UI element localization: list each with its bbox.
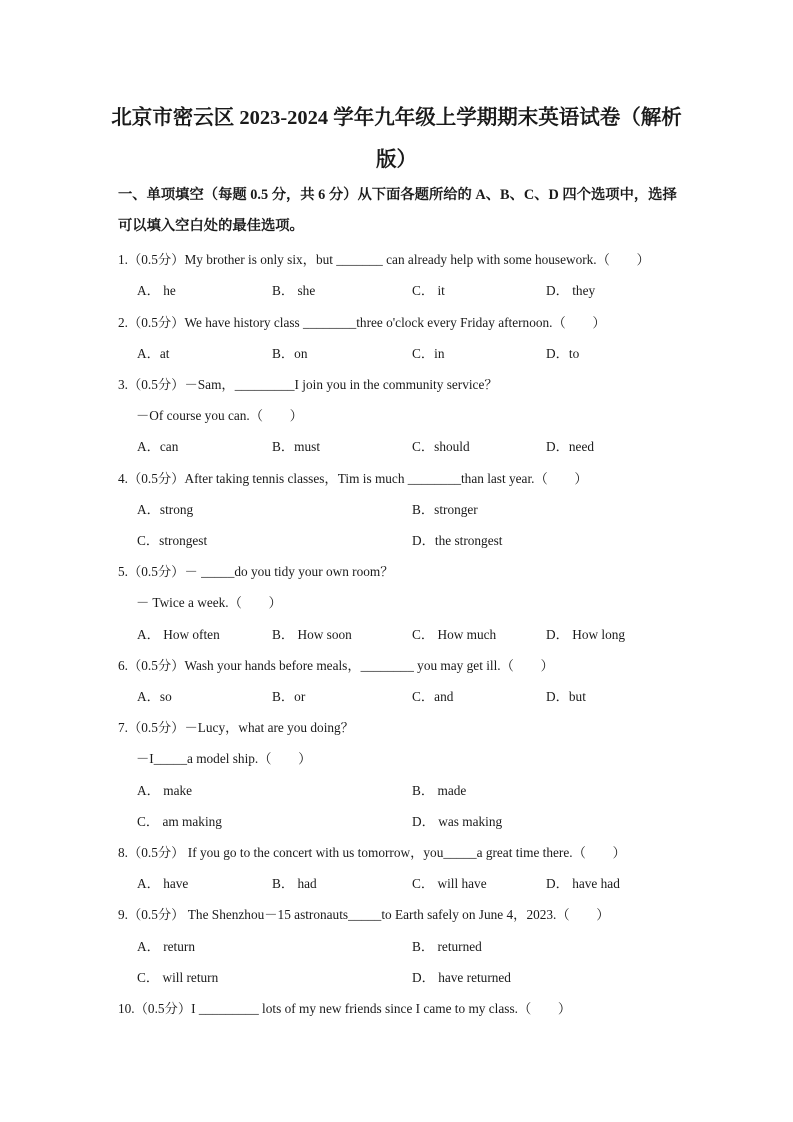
question-7-option-d[interactable]: D． was making (412, 814, 503, 829)
section-line-1: 一、单项填空（每题 0.5 分，共 6 分）从下面各题所给的 A、B、C、D 四个选项中，选择 (118, 187, 677, 203)
question-8-option-b[interactable]: B． had (272, 876, 317, 891)
question-6-stem: 6.（0.5分）Wash your hands before meals，________ you may get ill.（ ） (118, 658, 554, 673)
question-8-option-d[interactable]: D． have had (546, 876, 620, 891)
question-5-option-d[interactable]: D． How long (546, 627, 626, 642)
question-6-option-b[interactable]: B．or (272, 689, 306, 704)
question-3-option-c[interactable]: C．should (412, 439, 470, 454)
question-5-option-a[interactable]: A． How often (137, 627, 220, 642)
question-1-stem: 1.（0.5分）My brother is only six，but _______ can already help with some housework.（ ） (118, 252, 650, 267)
question-3-option-a[interactable]: A．can (137, 439, 179, 454)
question-5-stem: 5.（0.5分）－ _____do you tidy your own room？ (118, 564, 394, 579)
question-8-option-c[interactable]: C． will have (412, 876, 487, 891)
question-9-option-a[interactable]: A． return (137, 939, 195, 954)
question-7-dialog: －I_____a model ship.（ ） (136, 751, 312, 766)
question-3-stem: 3.（0.5分）－Sam，_________I join you in the community service？ (118, 377, 498, 392)
section-line-2: 可以填入空白处的最佳选项。 (118, 218, 304, 234)
question-3-option-b[interactable]: B．must (272, 439, 321, 454)
question-7-stem: 7.（0.5分）－Lucy，what are you doing？ (118, 720, 354, 735)
question-5-option-c[interactable]: C． How much (412, 627, 497, 642)
question-3-dialog: －Of course you can.（ ） (136, 408, 303, 423)
question-1-option-d[interactable]: D． they (546, 283, 596, 298)
question-2-option-b[interactable]: B．on (272, 346, 308, 361)
question-1-option-c[interactable]: C． it (412, 283, 445, 298)
question-2-option-c[interactable]: C．in (412, 346, 445, 361)
question-6-option-c[interactable]: C．and (412, 689, 454, 704)
question-2-option-a[interactable]: A．at (137, 346, 170, 361)
question-6-option-a[interactable]: A．so (137, 689, 172, 704)
question-4-option-c[interactable]: C．strongest (137, 533, 208, 548)
question-7-option-a[interactable]: A． make (137, 783, 193, 798)
question-2-option-d[interactable]: D．to (546, 346, 580, 361)
question-8-stem: 8.（0.5分） If you go to the concert with us tomorrow，you_____a great time there.（ ） (118, 845, 626, 860)
question-9-option-c[interactable]: C． will return (137, 970, 219, 985)
question-9-option-b[interactable]: B． returned (412, 939, 482, 954)
question-9-option-d[interactable]: D． have returned (412, 970, 511, 985)
question-2-stem: 2.（0.5分）We have history class ________three o'clock every Friday afternoon.（ ） (118, 315, 606, 330)
question-7-option-c[interactable]: C． am making (137, 814, 222, 829)
question-5-option-b[interactable]: B． How soon (272, 627, 352, 642)
question-4-option-a[interactable]: A．strong (137, 502, 194, 517)
question-9-stem: 9.（0.5分） The Shenzhou－15 astronauts_____to Earth safely on June 4，2023.（ ） (118, 907, 610, 922)
question-10-stem: 10.（0.5分）I _________ lots of my new friends since I came to my class.（ ） (118, 1001, 572, 1016)
question-8-option-a[interactable]: A． have (137, 876, 189, 891)
question-1-option-a[interactable]: A． he (137, 283, 176, 298)
title-line-1: 北京市密云区 2023-2024 学年九年级上学期期末英语试卷（解析 (111, 107, 682, 129)
question-4-option-b[interactable]: B．stronger (412, 502, 478, 517)
question-7-option-b[interactable]: B． made (412, 783, 467, 798)
question-4-option-d[interactable]: D．the strongest (412, 533, 503, 548)
question-3-option-d[interactable]: D．need (546, 439, 594, 454)
page-title (110, 97, 683, 181)
question-6-option-d[interactable]: D．but (546, 689, 586, 704)
title-line-2: 版） (376, 149, 417, 171)
question-1-option-b[interactable]: B． she (272, 283, 316, 298)
section-instructions (118, 180, 678, 242)
question-4-stem: 4.（0.5分）After taking tennis classes，Tim is much ________than last year.（ ） (118, 471, 588, 486)
question-5-dialog: － Twice a week.（ ） (136, 595, 282, 610)
